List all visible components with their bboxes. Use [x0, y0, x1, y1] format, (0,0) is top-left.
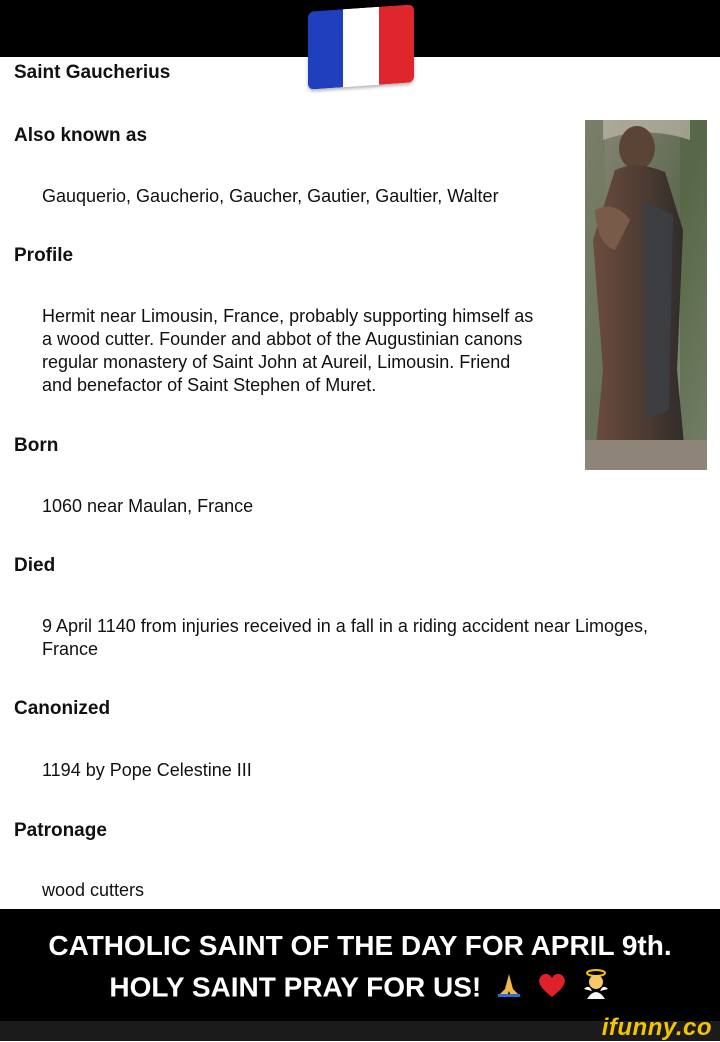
died-label: Died — [14, 555, 56, 576]
red-heart-icon — [537, 971, 567, 1007]
born-label: Born — [14, 435, 59, 456]
profile-line: a wood cutter. Founder and abbot of the Augustinian canons — [42, 329, 523, 349]
canonized-value: 1194 by Pope Celestine III — [42, 760, 252, 780]
died-line: France — [42, 639, 99, 659]
page-title: Saint Gaucherius — [14, 62, 171, 83]
also-known-as-label: Also known as — [14, 125, 148, 146]
died-line: 9 April 1140 from injuries received in a fall in a riding accident near Limoges, — [42, 616, 648, 636]
profile-label: Profile — [14, 245, 74, 266]
profile-line: Hermit near Limousin, France, probably supporting himself as — [42, 306, 534, 326]
baby-angel-icon — [581, 969, 611, 1009]
france-flag-icon — [308, 4, 414, 89]
born-value: 1060 near Maulan, France — [42, 496, 254, 516]
patronage-label: Patronage — [14, 820, 107, 841]
profile-line: and benefactor of Saint Stephen of Muret. — [42, 375, 377, 395]
also-known-as-value: Gauquerio, Gaucherio, Gaucher, Gautier, Gaultier, Walter — [42, 186, 499, 206]
caption-banner — [0, 909, 720, 1021]
profile-line: regular monastery of Saint John at Aureil, Limousin. Friend — [42, 352, 511, 372]
profile-text — [42, 305, 533, 397]
canonized-label: Canonized — [14, 698, 111, 719]
saint-statue-image — [585, 120, 707, 470]
caption-line-1: CATHOLIC SAINT OF THE DAY FOR APRIL 9th. — [48, 930, 672, 961]
caption-line-2 — [0, 969, 720, 1009]
praying-hands-icon — [495, 971, 523, 1007]
ifunny-watermark: ifunny.co — [601, 1014, 712, 1041]
patronage-value: wood cutters — [42, 880, 145, 900]
died-text — [42, 615, 648, 661]
caption-line-2-text: HOLY SAINT PRAY FOR US! — [109, 971, 482, 1003]
